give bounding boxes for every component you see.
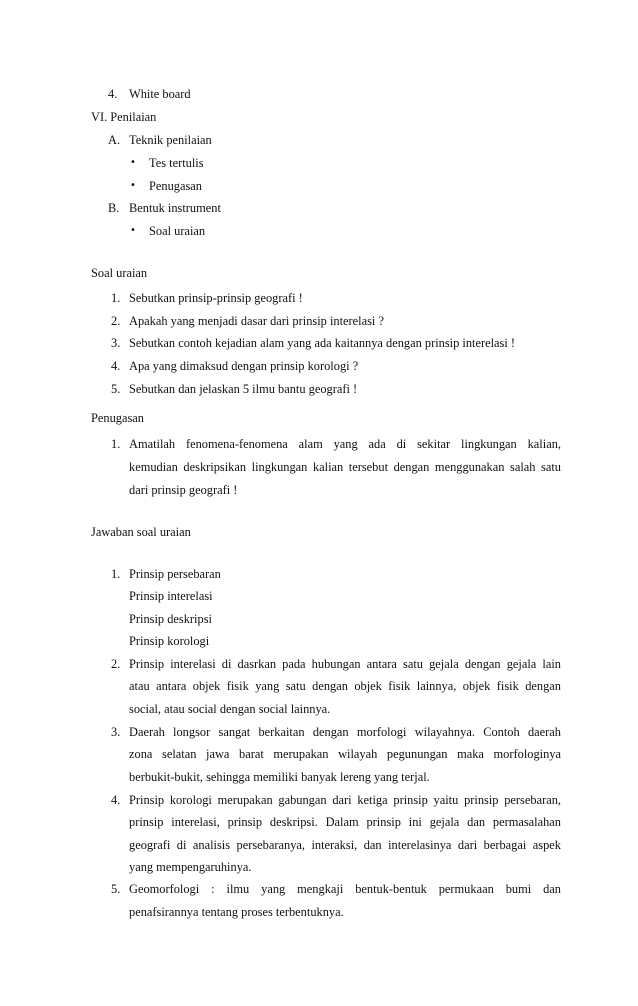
answer-line: Prinsip persebaran — [129, 567, 221, 581]
answer-number: 4. — [111, 793, 121, 807]
task-line: dari prinsip geografi ! — [129, 483, 238, 497]
bullet-icon: • — [130, 180, 136, 191]
question-text: Sebutkan contoh kejadian alam yang ada kaitannya dengan prinsip interelasi ! — [129, 336, 516, 350]
question-text: Sebutkan dan jelaskan 5 ilmu bantu geografi ! — [129, 382, 358, 396]
answer-line: geografi di analisis persebaranya, interaksi, dan interelasinya dari berbagai aspek — [129, 838, 561, 852]
answer-line: Prinsip interelasi di dasrkan pada hubungan antara satu gejala dengan gejala lain — [129, 657, 561, 671]
subsection-title: Bentuk instrument — [129, 201, 221, 215]
answer-line: zona selatan jawa barat merupakan wilayah pegunungan maka morfologinya — [129, 747, 561, 761]
question-text: Sebutkan prinsip-prinsip geografi ! — [129, 291, 303, 305]
answer-line: Prinsip korologi merupakan gabungan dari ketiga prinsip yaitu prinsip persebaran, — [129, 793, 561, 807]
question-number: 4. — [111, 359, 121, 373]
question-text: Apakah yang menjadi dasar dari prinsip interelasi ? — [129, 314, 384, 328]
answer-number: 2. — [111, 657, 121, 671]
answer-number: 1. — [111, 567, 121, 581]
answer-line: penafsirannya tentang proses terbentuknya. — [129, 905, 344, 919]
bullet-item: Penugasan — [149, 179, 202, 193]
question-number: 5. — [111, 382, 121, 396]
task-number: 1. — [111, 437, 121, 451]
answer-line: Daerah longsor sangat berkaitan dengan morfologi wilayahnya. Contoh daerah — [129, 725, 561, 739]
answer-number: 3. — [111, 725, 121, 739]
question-number: 3. — [111, 336, 121, 350]
answer-line: Geomorfologi : ilmu yang mengkaji bentuk-bentuk permukaan bumi dan — [129, 882, 561, 896]
section-heading: Penugasan — [91, 411, 144, 425]
list-item-text: White board — [129, 87, 191, 101]
bullet-icon: • — [130, 157, 136, 168]
answer-line: Prinsip korologi — [129, 634, 210, 648]
answer-line: Prinsip deskripsi — [129, 612, 212, 626]
subsection-title: Teknik penilaian — [129, 133, 212, 147]
bullet-item: Tes tertulis — [149, 156, 204, 170]
section-heading: Soal uraian — [91, 266, 148, 280]
answer-line: Prinsip interelasi — [129, 589, 213, 603]
section-heading: Jawaban soal uraian — [91, 525, 191, 539]
answer-line: prinsip interelasi, prinsip deskripsi. Dalam prinsip ini gejala dan permasalahan — [129, 815, 561, 829]
answer-line: social, atau social dengan social lainnya. — [129, 702, 331, 716]
list-letter: A. — [108, 133, 121, 147]
bullet-item: Soal uraian — [149, 224, 206, 238]
answer-number: 5. — [111, 882, 121, 896]
question-number: 1. — [111, 291, 121, 305]
answer-line: berbukit-bukit, sehingga memiliki banyak lereng yang terjal. — [129, 770, 430, 784]
question-text: Apa yang dimaksud dengan prinsip korologi ? — [129, 359, 359, 373]
question-number: 2. — [111, 314, 121, 328]
bullet-icon: • — [130, 225, 136, 236]
task-line: Amatilah fenomena-fenomena alam yang ada di sekitar lingkungan kalian, — [129, 437, 561, 451]
task-line: kemudian deskripsikan lingkungan kalian tersebut dengan menggunakan salah satu — [129, 460, 561, 474]
answer-line: yang mempengaruhinya. — [129, 860, 252, 874]
section-heading: VI. Penilaian — [91, 110, 157, 124]
list-number: 4. — [108, 87, 118, 101]
list-letter: B. — [108, 201, 120, 215]
answer-line: atau antara objek fisik yang satu dengan objek fisik lainnya, objek fisik dengan — [129, 679, 561, 693]
